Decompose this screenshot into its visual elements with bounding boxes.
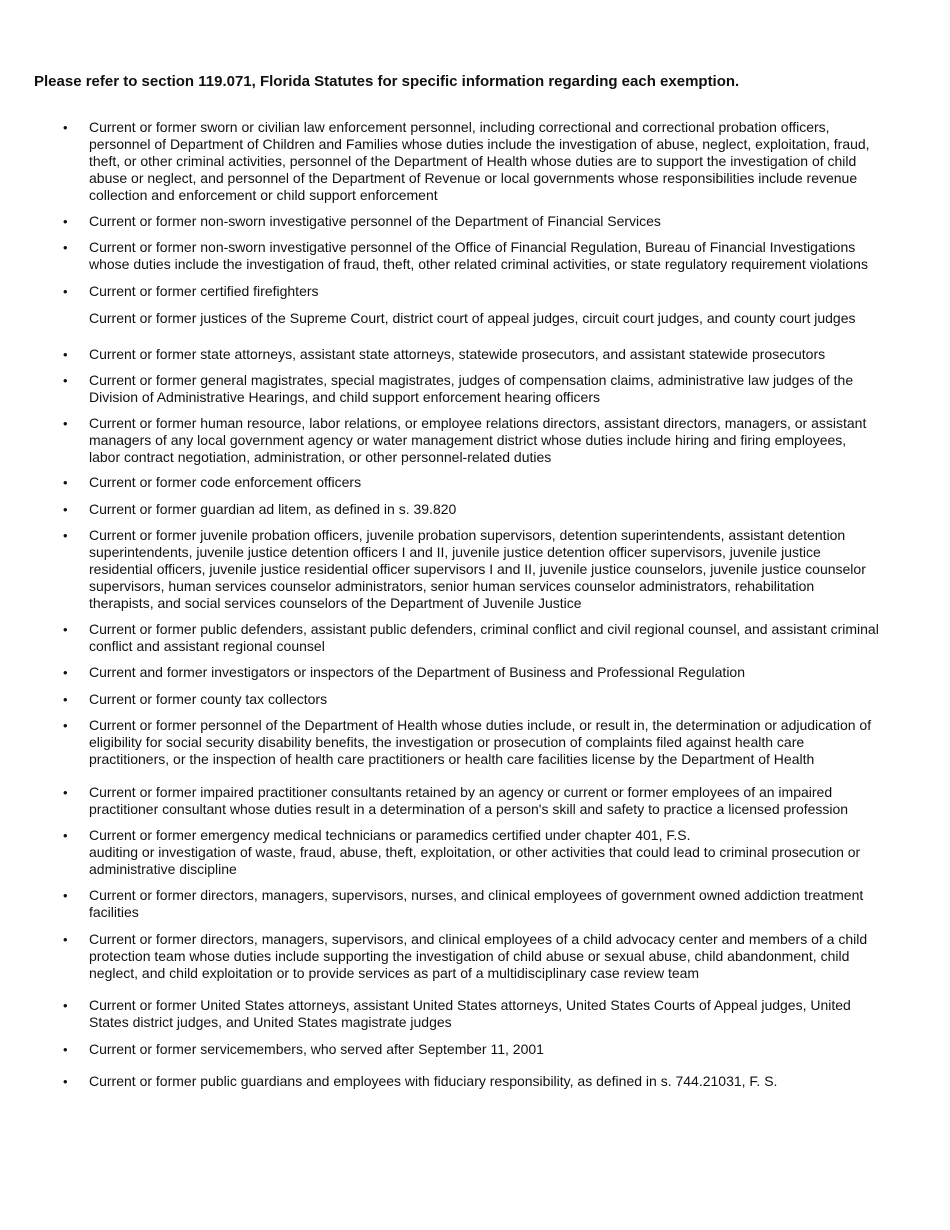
- list-item-text: Current or former justices of the Supreme Court, district court of appeal judges, circuit court judges, and county court judges: [89, 310, 856, 326]
- list-item-text: Current or former directors, managers, supervisors, and clinical employees of a child advocacy center and members of a child protection team whose duties include supporting the investigation of child abuse or sexual abuse, child abandonment, child neglect, and child exploitation or to provide services as part of a multidisciplinary case review team: [89, 931, 868, 981]
- list-item: [63, 213, 879, 230]
- bullet-icon: •: [63, 888, 68, 903]
- list-item: [63, 474, 879, 491]
- bullet-icon: •: [63, 665, 68, 680]
- list-item: [63, 119, 879, 204]
- bullet-icon: •: [63, 932, 68, 947]
- list-item: [63, 346, 879, 363]
- list-item-text: Current or former personnel of the Department of Health whose duties include, or result in, the determination or adjudication of eligibility for social security disability benefits, the investigation or prosecution of complaints filed against health care practitioners, or the inspection of health care practitioners or health care facilities license by the Department of Health: [89, 717, 872, 767]
- list-item-text: Current or former directors, managers, supervisors, nurses, and clinical employees of government owned addiction treatment facilities: [89, 887, 864, 920]
- bullet-icon: •: [63, 528, 68, 543]
- list-item-text: Current or former servicemembers, who served after September 11, 2001: [89, 1041, 544, 1057]
- list-item: [63, 1041, 879, 1058]
- bullet-icon: •: [63, 1074, 68, 1089]
- list-item: [63, 621, 879, 655]
- bullet-icon: •: [63, 1042, 68, 1057]
- bullet-icon: •: [63, 718, 68, 733]
- list-item-text: Current or former certified firefighters: [89, 283, 319, 299]
- list-item-text: Current or former juvenile probation officers, juvenile probation supervisors, detention superintendents, assistant detention superintendents, juvenile justice detention officers I and II, juvenile justice detention officer supervisors, juvenile justice residential officers, juvenile justice residential officer supervisors I and II, juvenile justice counselors, juvenile justice counselor supervisors, human services counselor administrators, senior human services counselor administrators, rehabilitation therapists, and social services counselors of the Department of Juvenile Justice: [89, 527, 866, 611]
- list-item: [89, 310, 879, 327]
- bullet-icon: •: [63, 998, 68, 1013]
- list-item-text: Current or former non-sworn investigative personnel of the Department of Financial Services: [89, 213, 661, 229]
- list-item: [63, 784, 879, 818]
- list-item-text: Current and former investigators or inspectors of the Department of Business and Professional Regulation: [89, 664, 746, 680]
- list-item-text: Current or former emergency medical technicians or paramedics certified under chapter 401, F.S.: [89, 827, 691, 843]
- list-item-text: Current or former code enforcement officers: [89, 474, 362, 490]
- list-item: [63, 827, 879, 878]
- list-item-text: Current or former county tax collectors: [89, 691, 328, 707]
- list-item-text: Current or former state attorneys, assistant state attorneys, statewide prosecutors, and assistant statewide prosecutors: [89, 346, 826, 362]
- list-item: [63, 691, 879, 708]
- bullet-icon: •: [63, 416, 68, 431]
- bullet-icon: •: [63, 502, 68, 517]
- list-item-text: Current or former sworn or civilian law enforcement personnel, including correctional and correctional probation officers, personnel of Department of Children and Families whose duties include the investigation of abuse, neglect, exploitation, fraud, theft, or other criminal activities, personnel of the Department of Health whose duties are to support the investigation of child abuse or neglect, and personnel of the Department of Revenue or local governments whose responsibilities include revenue collection and enforcement or child support enforcement: [89, 119, 870, 203]
- bullet-icon: •: [63, 284, 68, 299]
- list-item-continuation: auditing or investigation of waste, fraud, abuse, theft, exploitation, or other activities that could lead to criminal prosecution or administrative discipline: [89, 844, 861, 877]
- list-item: [63, 501, 879, 518]
- list-item-text: Current or former guardian ad litem, as defined in s. 39.820: [89, 501, 457, 517]
- list-item: [63, 717, 879, 768]
- bullet-icon: •: [63, 785, 68, 800]
- bullet-icon: •: [63, 475, 68, 490]
- list-item: [63, 931, 879, 982]
- list-item-text: Current or former non-sworn investigative personnel of the Office of Financial Regulation, Bureau of Financial Investigations whose duties include the investigation of fraud, theft, other related criminal activities, or state regulatory requirement violations: [89, 239, 868, 272]
- bullet-icon: •: [63, 120, 68, 135]
- bullet-icon: •: [63, 373, 68, 388]
- list-item: [63, 997, 879, 1031]
- bullet-icon: •: [63, 622, 68, 637]
- list-item: [63, 1073, 879, 1090]
- list-item: [63, 415, 879, 466]
- list-item: [63, 239, 879, 273]
- list-item: [63, 527, 879, 612]
- bullet-icon: •: [63, 347, 68, 362]
- list-item-text: Current or former impaired practitioner consultants retained by an agency or current or former employees of an impaired practitioner consultant whose duties result in a determination of a person's skill and safety to practice a licensed profession: [89, 784, 849, 817]
- page-heading: Please refer to section 119.071, Florida Statutes for specific information regarding each exemption.: [34, 73, 740, 90]
- list-item-text: Current or former United States attorneys, assistant United States attorneys, United States Courts of Appeal judges, United States district judges, and United States magistrate judges: [89, 997, 851, 1030]
- list-item: [63, 283, 879, 300]
- bullet-icon: •: [63, 828, 68, 843]
- list-item-text: Current or former general magistrates, special magistrates, judges of compensation claims, administrative law judges of the Division of Administrative Hearings, and child support enforcement hearing officers: [89, 372, 854, 405]
- bullet-icon: •: [63, 692, 68, 707]
- list-item-text: Current or former public guardians and employees with fiduciary responsibility, as defined in s. 744.21031, F. S.: [89, 1073, 778, 1089]
- bullet-icon: •: [63, 240, 68, 255]
- list-item: [63, 372, 879, 406]
- list-item-text: Current or former human resource, labor relations, or employee relations directors, assistant directors, managers, or assistant managers of any local government agency or water management district whose duties include hiring and firing employees, labor contract negotiation, administration, or other personnel-related duties: [89, 415, 867, 465]
- list-item-text: Current or former public defenders, assistant public defenders, criminal conflict and civil regional counsel, and assistant criminal conflict and assistant regional counsel: [89, 621, 879, 654]
- list-item: [63, 664, 879, 681]
- list-item: [63, 887, 879, 921]
- bullet-icon: •: [63, 214, 68, 229]
